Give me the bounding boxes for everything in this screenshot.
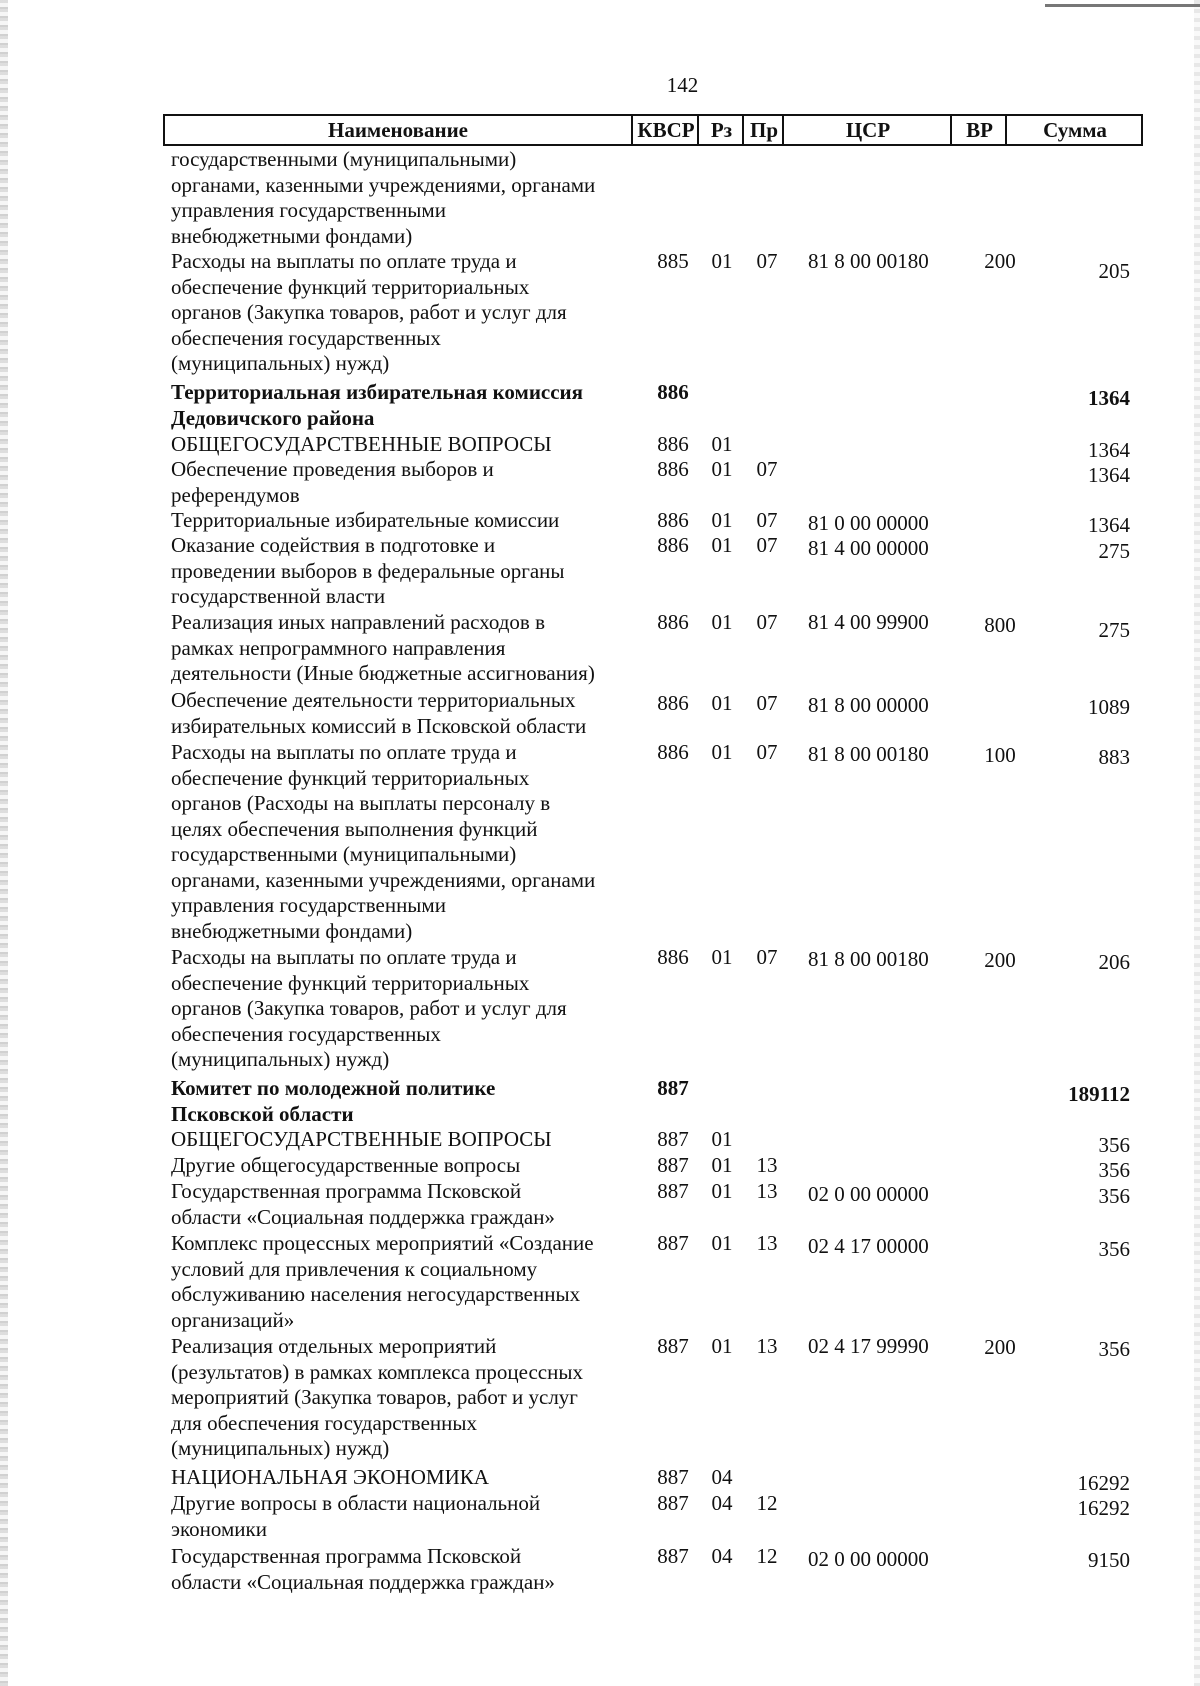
row-sum: 356 <box>1098 1133 1130 1157</box>
row-pr: 13 <box>756 1334 778 1358</box>
row-rz: 01 <box>711 945 733 969</box>
row-kvsr: 886 <box>657 380 689 404</box>
row-sum: 16292 <box>1077 1496 1130 1520</box>
row-kvsr: 887 <box>657 1491 689 1515</box>
row-name: Оказание содействия в подготовке и проведении выборов в федеральные органы государственной власти <box>171 533 565 608</box>
row-name: Расходы на выплаты по оплате труда и обеспечение функций территориальных органов (Закупка товаров, работ и услуг для обеспечения государственных (муниципальных) нужд) <box>171 249 567 375</box>
column-header-csr: ЦСР <box>782 116 952 144</box>
row-sum: 16292 <box>1077 1471 1130 1495</box>
row-rz: 01 <box>711 1334 733 1358</box>
row-name: Реализация иных направлений расходов в рамках непрограммного направления деятельности (Иные бюджетные ассигнования) <box>171 610 595 685</box>
row-csr: 02 4 17 99990 <box>808 1334 929 1358</box>
row-name: Расходы на выплаты по оплате труда и обеспечение функций территориальных органов (Закупка товаров, работ и услуг для обеспечения государственных (муниципальных) нужд) <box>171 945 567 1071</box>
row-sum: 206 <box>1098 950 1130 974</box>
column-header-kvsr: КВСР <box>631 116 699 144</box>
row-name: Реализация отдельных мероприятий (результатов) в рамках комплекса процессных мероприятий (Закупка товаров, работ и услуг для обеспечения государственных (муниципальных) нужд) <box>171 1334 583 1460</box>
row-kvsr: 886 <box>657 508 689 532</box>
row-kvsr: 887 <box>657 1465 689 1489</box>
row-name: Комплекс процессных мероприятий «Создание условий для привлечения к социальному обслуживанию населения негосударственных организаций» <box>171 1231 594 1332</box>
row-name: Территориальные избирательные комиссии <box>171 508 560 532</box>
row-pr: 07 <box>756 740 778 764</box>
row-pr: 13 <box>756 1179 778 1203</box>
row-name: государственными (муниципальными) органами, казенными учреждениями, органами управления государственными внебюджетными фондами) <box>171 147 596 248</box>
row-name: Комитет по молодежной политике Псковской области <box>171 1076 496 1126</box>
column-header-vr: ВР <box>950 116 1007 144</box>
row-vr: 200 <box>984 1335 1016 1359</box>
row-vr: 200 <box>984 249 1016 273</box>
row-csr: 81 0 00 00000 <box>808 511 929 535</box>
row-kvsr: 887 <box>657 1334 689 1358</box>
row-csr: 02 0 00 00000 <box>808 1182 929 1206</box>
row-pr: 07 <box>756 508 778 532</box>
row-rz: 04 <box>711 1465 733 1489</box>
row-rz: 01 <box>711 457 733 481</box>
row-rz: 01 <box>711 249 733 273</box>
row-name: Другие вопросы в области национальной экономики <box>171 1491 541 1541</box>
row-sum: 275 <box>1098 618 1130 642</box>
row-pr: 12 <box>756 1491 778 1515</box>
row-pr: 13 <box>756 1231 778 1255</box>
column-header-pr: Пр <box>742 116 784 144</box>
row-sum: 1364 <box>1088 513 1130 537</box>
row-kvsr: 886 <box>657 457 689 481</box>
row-pr: 12 <box>756 1544 778 1568</box>
row-sum: 1364 <box>1088 386 1130 410</box>
row-vr: 800 <box>984 613 1016 637</box>
row-sum: 356 <box>1098 1337 1130 1361</box>
row-kvsr: 887 <box>657 1076 689 1100</box>
row-csr: 81 8 00 00180 <box>808 249 929 273</box>
column-header-sum: Сумма <box>1005 116 1143 144</box>
row-sum: 356 <box>1098 1184 1130 1208</box>
row-sum: 883 <box>1098 745 1130 769</box>
row-name: Территориальная избирательная комиссия Дедовичского района <box>171 380 584 430</box>
row-kvsr: 886 <box>657 691 689 715</box>
row-sum: 9150 <box>1088 1548 1130 1572</box>
row-sum: 356 <box>1098 1158 1130 1182</box>
row-name: Государственная программа Псковской области «Социальная поддержка граждан» <box>171 1179 555 1229</box>
row-rz: 04 <box>711 1491 733 1515</box>
row-pr: 07 <box>756 533 778 557</box>
row-kvsr: 887 <box>657 1153 689 1177</box>
row-csr: 81 8 00 00000 <box>808 693 929 717</box>
row-kvsr: 886 <box>657 610 689 634</box>
row-csr: 02 4 17 00000 <box>808 1234 929 1258</box>
row-name: ОБЩЕГОСУДАРСТВЕННЫЕ ВОПРОСЫ <box>171 1127 552 1151</box>
row-csr: 81 8 00 00180 <box>808 947 929 971</box>
column-header-name: Наименование <box>328 118 468 142</box>
row-rz: 01 <box>711 1153 733 1177</box>
row-vr: 200 <box>984 948 1016 972</box>
row-sum: 1089 <box>1088 695 1130 719</box>
row-name: Другие общегосударственные вопросы <box>171 1153 521 1177</box>
row-name: Расходы на выплаты по оплате труда и обеспечение функций территориальных органов (Расходы на выплаты персоналу в целях обеспечения выполнения функций государственными (муниципальными) органами, казенными учреждениями, органами управления государственными внебюджетными фондами) <box>171 740 596 943</box>
row-kvsr: 885 <box>657 249 689 273</box>
row-name: НАЦИОНАЛЬНАЯ ЭКОНОМИКА <box>171 1465 489 1489</box>
row-name: Обеспечение деятельности территориальных избирательных комиссий в Псковской области <box>171 688 587 738</box>
row-kvsr: 886 <box>657 432 689 456</box>
row-pr: 07 <box>756 945 778 969</box>
row-kvsr: 887 <box>657 1231 689 1255</box>
row-rz: 01 <box>711 740 733 764</box>
row-sum: 1364 <box>1088 438 1130 462</box>
row-rz: 01 <box>711 533 733 557</box>
row-kvsr: 886 <box>657 945 689 969</box>
row-csr: 81 8 00 00180 <box>808 742 929 766</box>
row-pr: 13 <box>756 1153 778 1177</box>
page-number-text: 142 <box>666 73 699 97</box>
row-rz: 04 <box>711 1544 733 1568</box>
row-kvsr: 887 <box>657 1127 689 1151</box>
row-rz: 01 <box>711 432 733 456</box>
row-name: Государственная программа Псковской области «Социальная поддержка граждан» <box>171 1544 555 1594</box>
row-pr: 07 <box>756 691 778 715</box>
row-rz: 01 <box>711 508 733 532</box>
row-pr: 07 <box>756 457 778 481</box>
row-rz: 01 <box>711 1179 733 1203</box>
row-rz: 01 <box>711 1127 733 1151</box>
row-pr: 07 <box>756 249 778 273</box>
row-csr: 81 4 00 00000 <box>808 536 929 560</box>
row-pr: 07 <box>756 610 778 634</box>
row-sum: 1364 <box>1088 463 1130 487</box>
row-rz: 01 <box>711 691 733 715</box>
row-rz: 01 <box>711 610 733 634</box>
row-sum: 356 <box>1098 1237 1130 1261</box>
row-kvsr: 886 <box>657 533 689 557</box>
row-sum: 189112 <box>1068 1082 1130 1106</box>
row-kvsr: 886 <box>657 740 689 764</box>
row-sum: 205 <box>1098 259 1130 283</box>
row-name: ОБЩЕГОСУДАРСТВЕННЫЕ ВОПРОСЫ <box>171 432 552 456</box>
row-csr: 02 0 00 00000 <box>808 1547 929 1571</box>
row-kvsr: 887 <box>657 1179 689 1203</box>
column-header-rz: Рз <box>697 116 744 144</box>
row-vr: 100 <box>984 743 1016 767</box>
row-name: Обеспечение проведения выборов и референдумов <box>171 457 494 507</box>
row-rz: 01 <box>711 1231 733 1255</box>
row-csr: 81 4 00 99900 <box>808 610 929 634</box>
row-kvsr: 887 <box>657 1544 689 1568</box>
row-sum: 275 <box>1098 539 1130 563</box>
